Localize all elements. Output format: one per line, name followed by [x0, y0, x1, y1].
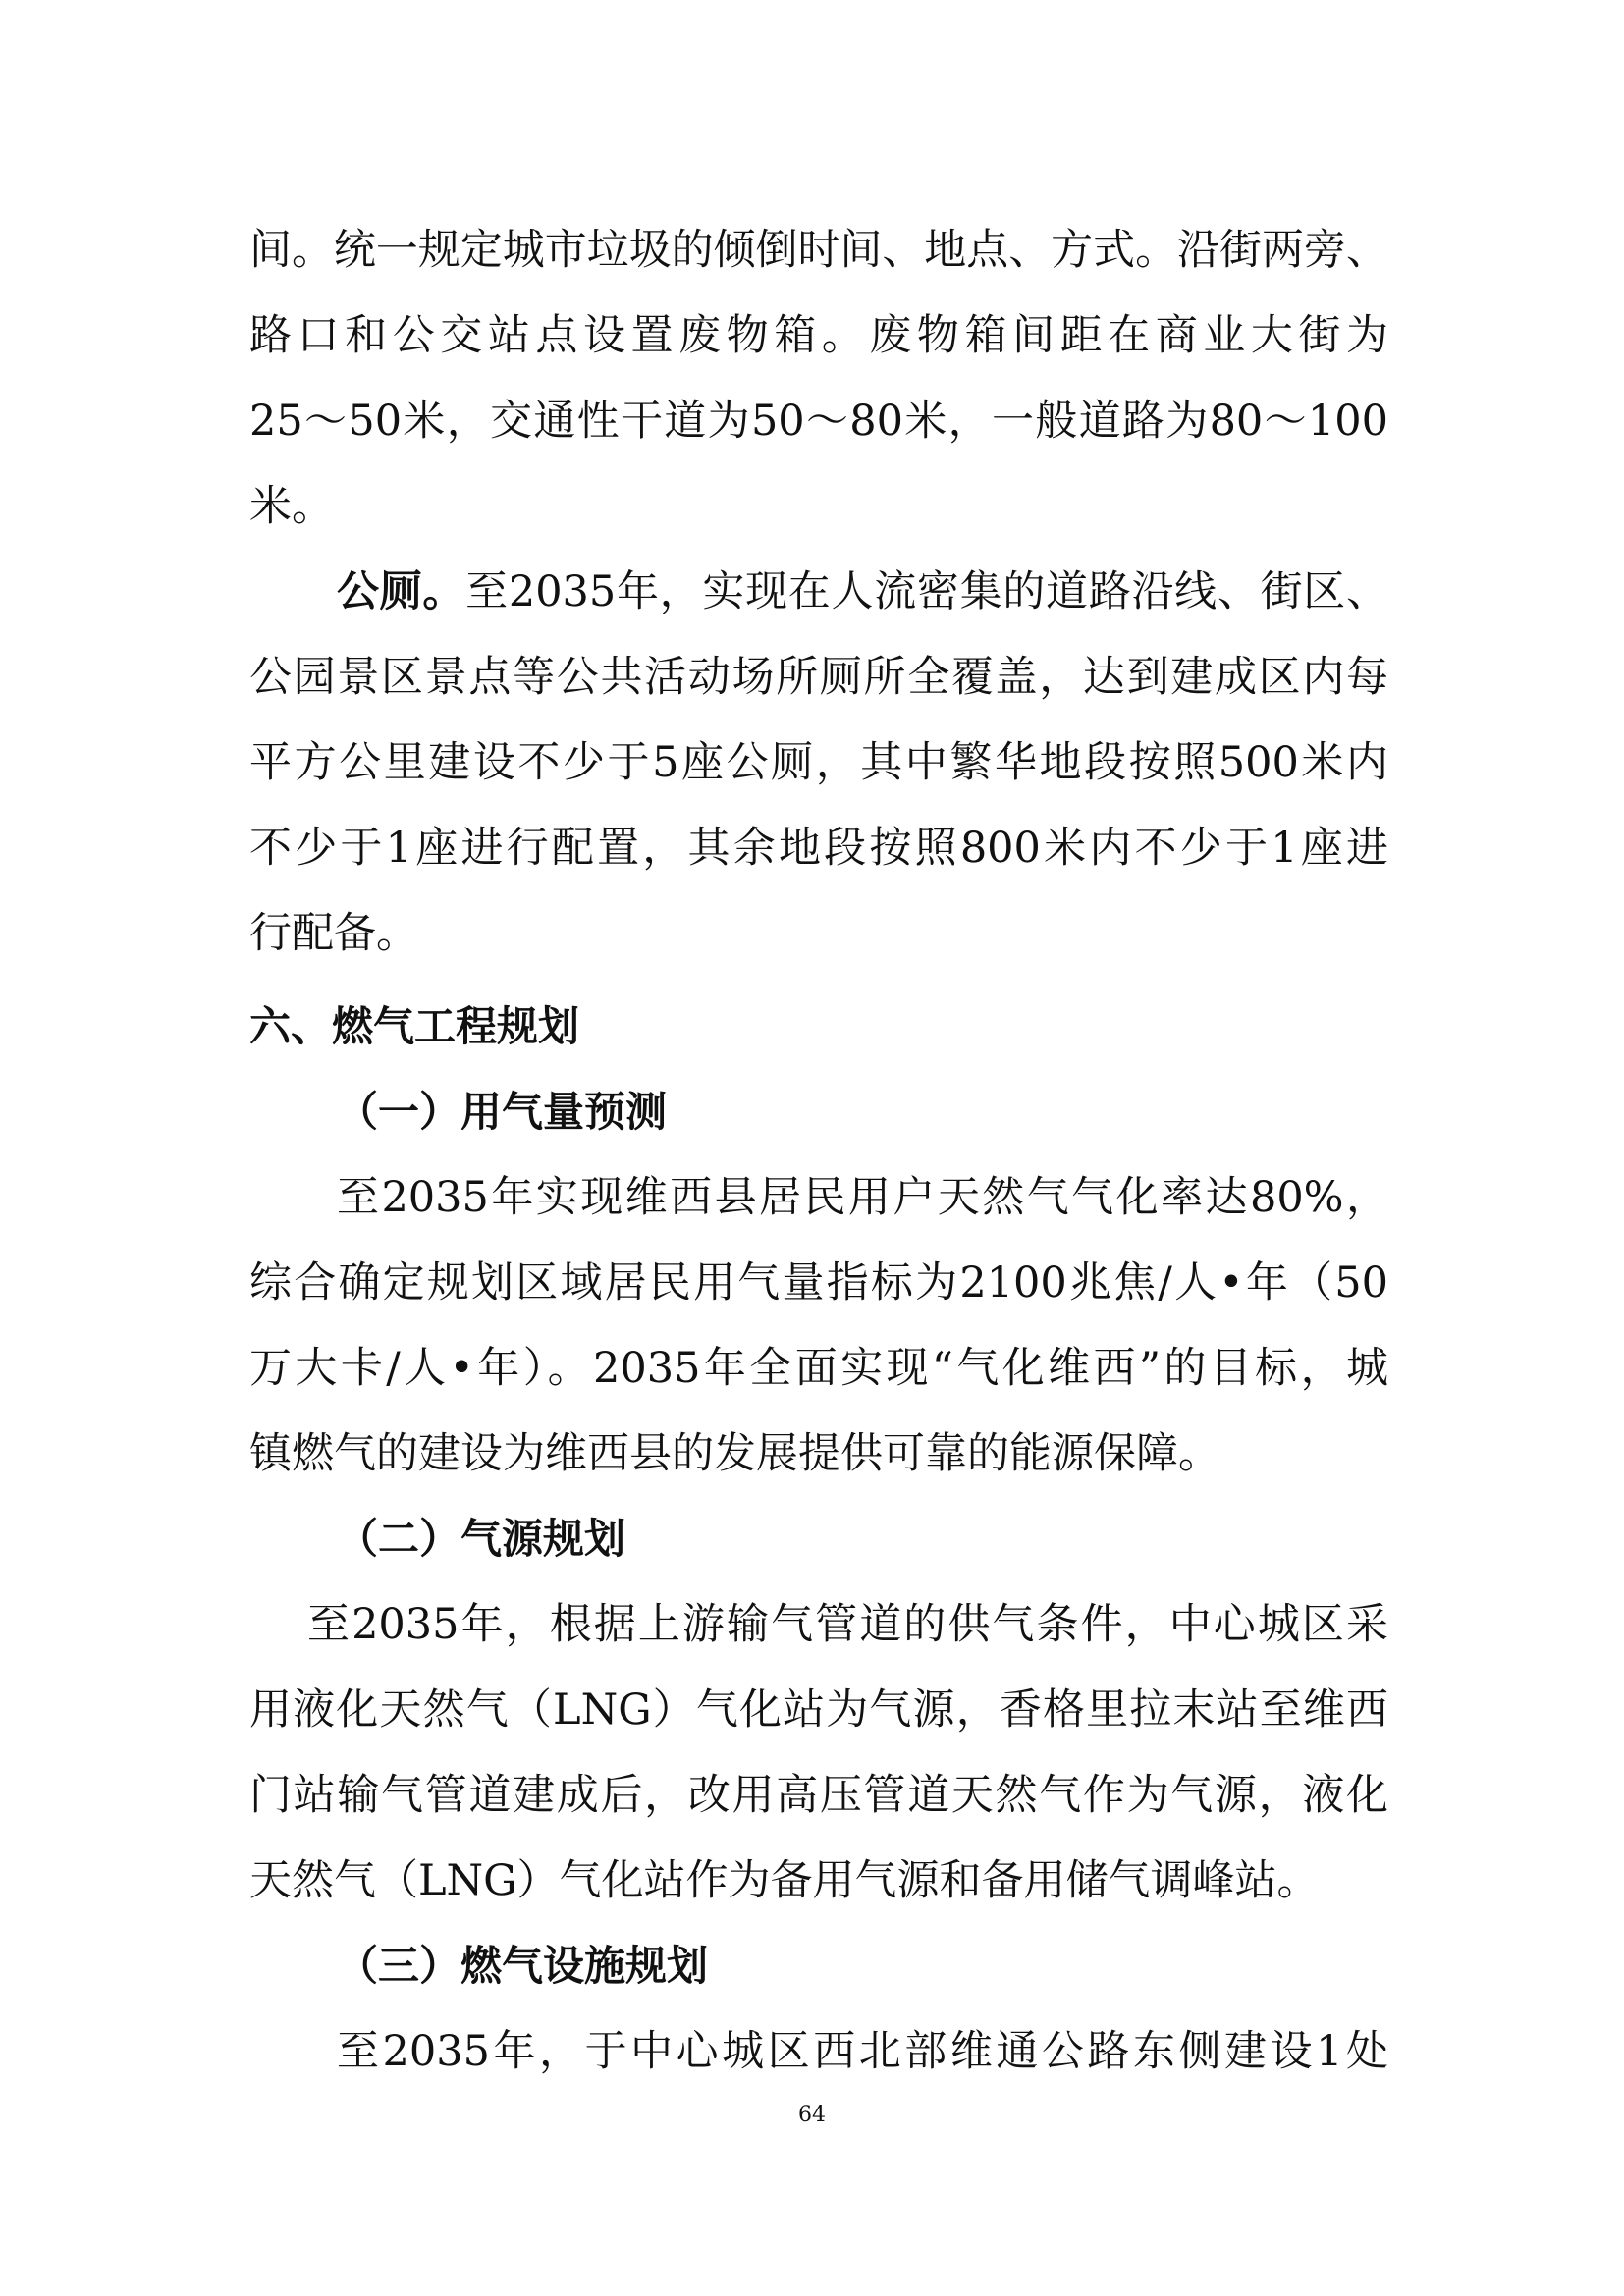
subsection-2-line-2: 用液化天然气（LNG）气化站为气源，香格里拉末站至维西 [249, 1685, 1388, 1735]
subsection-3-heading: （三）燃气设施规划 [337, 1942, 709, 1990]
toilet-paragraph-line-5: 行配备。 [249, 909, 418, 958]
toilet-paragraph-line-2: 公园景区景点等公共活动场所厕所全覆盖，达到建成区内每 [249, 653, 1388, 702]
section-6-heading: 六、燃气工程规划 [249, 1002, 580, 1050]
waste-paragraph-line-3: 25～50米，交通性干道为50～80米，一般道路为80～100 [249, 397, 1388, 446]
waste-paragraph-line-2: 路口和公交站点设置废物箱。废物箱间距在商业大街为 [249, 311, 1388, 360]
subsection-1-line-3: 万大卡/人•年）。2035年全面实现“气化维西”的目标，城 [249, 1344, 1388, 1393]
subsection-2-line-1: 至2035年，根据上游输气管道的供气条件，中心城区采 [307, 1600, 1388, 1649]
toilet-paragraph-line-3: 平方公里建设不少于5座公厕，其中繁华地段按照500米内 [249, 738, 1388, 787]
toilet-paragraph-line-4: 不少于1座进行配置，其余地段按照800米内不少于1座进 [249, 824, 1388, 873]
subsection-1-line-1: 至2035年实现维西县居民用户天然气气化率达80%， [337, 1173, 1388, 1222]
toilet-line-1-text: 至2035年，实现在人流密集的道路沿线、街区、 [465, 567, 1388, 616]
waste-paragraph-line-1: 间。统一规定城市垃圾的倾倒时间、地点、方式。沿街两旁、 [249, 226, 1388, 275]
subsection-1-heading: （一）用气量预测 [337, 1088, 668, 1136]
subsection-3-line-1: 至2035年，于中心城区西北部维通公路东侧建设1处 [337, 2027, 1388, 2076]
subsection-2-line-3: 门站输气管道建成后，改用高压管道天然气作为气源，液化 [249, 1771, 1388, 1820]
subsection-1-line-4: 镇燃气的建设为维西县的发展提供可靠的能源保障。 [249, 1429, 1220, 1478]
subsection-2-heading: （二）气源规划 [337, 1515, 626, 1563]
toilet-paragraph-line-1 [337, 562, 1388, 621]
toilet-lead-term: 公厕。 [337, 567, 466, 616]
subsection-2-line-4: 天然气（LNG）气化站作为备用气源和备用储气调峰站。 [249, 1856, 1320, 1905]
subsection-1-line-2: 综合确定规划区域居民用气量指标为2100兆焦/人•年（50 [249, 1258, 1388, 1308]
page-number: 64 [798, 2103, 826, 2127]
waste-paragraph-line-4: 米。 [249, 482, 334, 531]
